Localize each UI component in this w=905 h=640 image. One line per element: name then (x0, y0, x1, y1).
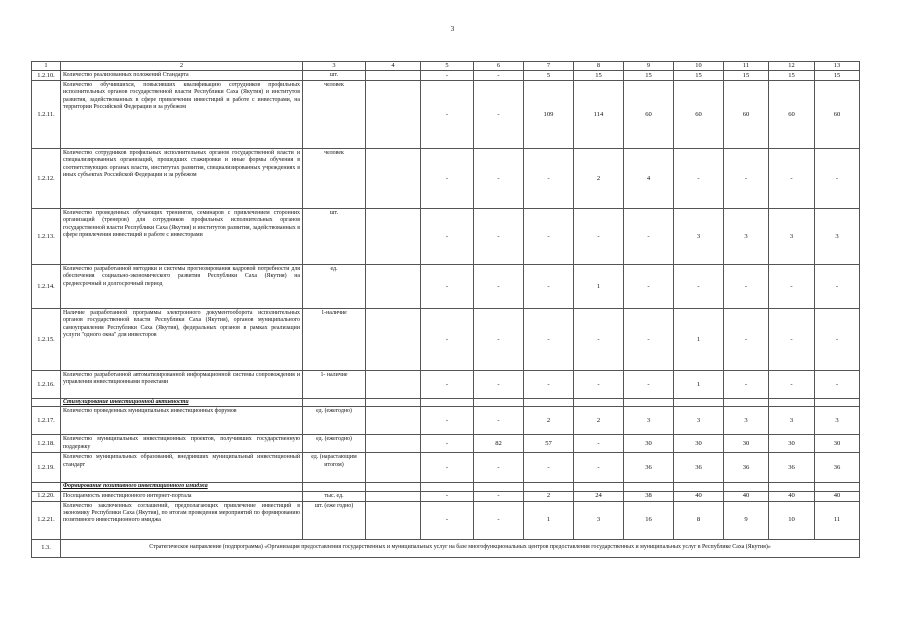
row-code: 1.2.12. (32, 149, 61, 209)
row-value: 1 (674, 309, 724, 371)
row-value: 2 (524, 491, 574, 501)
row-value: 15 (624, 71, 674, 81)
row-code: 1.2.10. (32, 71, 61, 81)
section-title: Стимулирование инвестиционной активности (61, 399, 303, 407)
table-row (32, 81, 860, 149)
row-value: 3 (815, 209, 860, 265)
row-value: - (624, 209, 674, 265)
row-code: 1.2.15. (32, 309, 61, 371)
row-unit: шт. (еже годно) (303, 501, 366, 539)
row-value: 9 (724, 501, 769, 539)
row-value: - (421, 309, 474, 371)
row-value: 1 (674, 371, 724, 399)
section-title: Формирование позитивного инвестиционного имиджа (61, 483, 303, 491)
row-value: 3 (815, 407, 860, 435)
row-unit: 1-наличие (303, 309, 366, 371)
indicators-table (31, 61, 860, 558)
row-value (366, 371, 421, 399)
row-value: 2 (524, 407, 574, 435)
row-value: 3 (624, 407, 674, 435)
row-value: - (815, 149, 860, 209)
row-value: - (769, 265, 815, 309)
header-col-13: 13 (815, 62, 860, 71)
row-description: Количество муниципальных инвестиционных проектов, получивших государственную поддержку (61, 435, 303, 453)
row-value: 3 (769, 407, 815, 435)
row-value: 5 (524, 71, 574, 81)
row-value: 10 (769, 501, 815, 539)
row-unit: 1- наличие (303, 371, 366, 399)
row-description: Количество проведенных муниципальных инвестиционных форумов (61, 407, 303, 435)
row-value: - (624, 265, 674, 309)
row-value: 30 (815, 435, 860, 453)
row-value: - (474, 149, 524, 209)
empty-cell (674, 399, 724, 407)
row-value: - (815, 265, 860, 309)
row-value (366, 491, 421, 501)
row-code: 1.2.17. (32, 407, 61, 435)
row-value: - (474, 491, 524, 501)
row-value: - (474, 265, 524, 309)
row-code: 1.2.14. (32, 265, 61, 309)
empty-cell (474, 483, 524, 491)
row-description: Количество разработанной автоматизированной информационной системы сопровождения и управления инвестиционными проектами (61, 371, 303, 399)
row-value: 8 (674, 501, 724, 539)
row-description: Количество муниципальных образований, внедривших муниципальный инвестиционный стандарт (61, 453, 303, 483)
row-value (366, 81, 421, 149)
table-row (32, 371, 860, 399)
row-description: Количество проведенных обучающих тренингов, семинаров с привлечением сторонних организаций (тренеров) для сотрудников профильных исполнительных органов государственной власти Республики Саха (Якутия) и институтов развития, задействованных в сфере привлечения инвестиций и работе с инвесторами (61, 209, 303, 265)
row-value: 30 (724, 435, 769, 453)
row-value: 15 (769, 71, 815, 81)
row-value: - (524, 309, 574, 371)
empty-cell (366, 399, 421, 407)
row-value: 40 (724, 491, 769, 501)
table-row (32, 309, 860, 371)
table-row (32, 71, 860, 81)
row-value: 15 (574, 71, 624, 81)
row-code: 1.2.11. (32, 81, 61, 149)
row-value (366, 435, 421, 453)
row-value: - (624, 309, 674, 371)
table-row (32, 435, 860, 453)
row-value: 3 (769, 209, 815, 265)
row-value (366, 407, 421, 435)
row-description: Наличие разработанной программы электронного документооборота исполнительных органов государственной власти Республики Саха (Якутия), органов муниципального самоуправления Республики Саха (Якутия), федеральных органов в рамках реализации услуги "одного окна" для инвесторов (61, 309, 303, 371)
header-col-9: 9 (624, 62, 674, 71)
row-unit: шт. (303, 71, 366, 81)
row-value: - (421, 491, 474, 501)
row-value: - (421, 149, 474, 209)
strategic-row (32, 539, 860, 557)
row-value: - (421, 71, 474, 81)
row-value: - (724, 265, 769, 309)
row-value: 36 (674, 453, 724, 483)
row-code: 1.2.20. (32, 491, 61, 501)
row-value: 36 (769, 453, 815, 483)
row-value: 16 (624, 501, 674, 539)
row-value: 36 (815, 453, 860, 483)
row-value: 1 (524, 501, 574, 539)
header-col-12: 12 (769, 62, 815, 71)
row-value (366, 453, 421, 483)
row-unit: ед. (ежегодно) (303, 407, 366, 435)
row-description: Количество заключенных соглашений, предполагающих привлечение инвестиций в экономику Республики Саха (Якутия), по итогам проведения мероприятий по формированию позитивного инвестиционного имиджа (61, 501, 303, 539)
row-value: - (421, 265, 474, 309)
row-value: 114 (574, 81, 624, 149)
row-value: 30 (769, 435, 815, 453)
row-code: 1.2.18. (32, 435, 61, 453)
row-value: - (524, 149, 574, 209)
row-value: 30 (624, 435, 674, 453)
row-unit: ед. (ежегодно) (303, 435, 366, 453)
empty-cell (366, 483, 421, 491)
header-col-1: 1 (32, 62, 61, 71)
row-value: 3 (674, 209, 724, 265)
page-number: 3 (450, 25, 455, 33)
row-value: 36 (724, 453, 769, 483)
row-value: 2 (574, 149, 624, 209)
row-unit: ед. (303, 265, 366, 309)
row-value: 60 (769, 81, 815, 149)
row-value: 3 (724, 209, 769, 265)
empty-cell (303, 483, 366, 491)
header-col-4: 4 (366, 62, 421, 71)
empty-cell (769, 483, 815, 491)
row-value: - (815, 371, 860, 399)
row-code: 1.2.16. (32, 371, 61, 399)
empty-cell (474, 399, 524, 407)
row-value: 11 (815, 501, 860, 539)
row-value: - (474, 407, 524, 435)
header-col-6: 6 (474, 62, 524, 71)
header-col-3: 3 (303, 62, 366, 71)
row-description: Количество разработанной методики и системы прогнозирования кадровой потребности для обеспечения социально-экономического развития Республики Саха (Якутия) на среднесрочный и долгосрочный период (61, 265, 303, 309)
row-value: - (421, 209, 474, 265)
empty-cell (724, 483, 769, 491)
empty-cell (574, 483, 624, 491)
row-value: - (524, 265, 574, 309)
header-col-5: 5 (421, 62, 474, 71)
row-unit: человек (303, 149, 366, 209)
row-value: - (474, 71, 524, 81)
row-value: - (574, 435, 624, 453)
row-value: 3 (574, 501, 624, 539)
row-value: 38 (624, 491, 674, 501)
table-row (32, 491, 860, 501)
row-description: Посещаемость инвестиционного интернет-портала (61, 491, 303, 501)
empty-cell (624, 399, 674, 407)
row-value: - (421, 501, 474, 539)
row-value: - (421, 435, 474, 453)
row-code: 1.2.13. (32, 209, 61, 265)
section-row (32, 483, 860, 491)
header-col-2: 2 (61, 62, 303, 71)
section-code-cell (32, 399, 61, 407)
row-value: 60 (674, 81, 724, 149)
row-value: - (724, 371, 769, 399)
row-unit: тыс. ед. (303, 491, 366, 501)
empty-cell (815, 399, 860, 407)
row-value: - (421, 453, 474, 483)
header-col-8: 8 (574, 62, 624, 71)
row-value (366, 265, 421, 309)
empty-cell (303, 399, 366, 407)
row-value: 82 (474, 435, 524, 453)
row-value (366, 71, 421, 81)
strategic-code: 1.3. (32, 539, 61, 557)
row-value (366, 501, 421, 539)
empty-cell (769, 399, 815, 407)
row-value: 3 (674, 407, 724, 435)
row-value: - (421, 371, 474, 399)
empty-cell (674, 483, 724, 491)
row-value: - (769, 371, 815, 399)
header-col-7: 7 (524, 62, 574, 71)
row-value: - (769, 309, 815, 371)
table-row (32, 265, 860, 309)
row-value: 60 (815, 81, 860, 149)
row-value: - (421, 407, 474, 435)
row-value: 30 (674, 435, 724, 453)
row-description: Количество обучившихся, повысивших квалификацию сотрудников профильных исполнительных органов государственной власти Республики Саха (Якутия) и институтов развития, задействованных в сфере привлечения инвестиций и работе с инвесторами, на территории Российской Федерации и за рубежом (61, 81, 303, 149)
row-value: 36 (624, 453, 674, 483)
empty-cell (421, 399, 474, 407)
row-value: - (724, 149, 769, 209)
row-value: - (524, 453, 574, 483)
row-value: 24 (574, 491, 624, 501)
row-value: 40 (674, 491, 724, 501)
empty-cell (624, 483, 674, 491)
row-value: 40 (769, 491, 815, 501)
row-value: - (674, 265, 724, 309)
strategic-text: Стратегическое направление (подпрограмма) «Организация предоставления государственных и муниципальных услуг на базе многофункциональных центров предоставления государственных и муниципальных услуг в Республике Саха (Якутия)» (61, 539, 860, 557)
row-value: - (474, 209, 524, 265)
row-value: - (674, 149, 724, 209)
row-value: - (474, 81, 524, 149)
row-value: - (474, 501, 524, 539)
header-col-11: 11 (724, 62, 769, 71)
table-header-row (32, 62, 860, 71)
row-value: 15 (724, 71, 769, 81)
row-value: 57 (524, 435, 574, 453)
row-value (366, 209, 421, 265)
empty-cell (724, 399, 769, 407)
empty-cell (524, 399, 574, 407)
row-value: - (474, 371, 524, 399)
row-value: - (769, 149, 815, 209)
empty-cell (815, 483, 860, 491)
row-value: - (574, 309, 624, 371)
row-description: Количество реализованных положений Стандарта (61, 71, 303, 81)
row-code: 1.2.21. (32, 501, 61, 539)
row-value: - (574, 209, 624, 265)
empty-cell (524, 483, 574, 491)
row-value: - (474, 453, 524, 483)
row-value: - (574, 453, 624, 483)
row-value: 1 (574, 265, 624, 309)
row-value (366, 309, 421, 371)
row-value: - (524, 371, 574, 399)
row-value: 60 (624, 81, 674, 149)
row-value: - (524, 209, 574, 265)
header-col-10: 10 (674, 62, 724, 71)
row-value: 40 (815, 491, 860, 501)
row-value: - (815, 309, 860, 371)
row-code: 1.2.19. (32, 453, 61, 483)
table-row (32, 453, 860, 483)
row-value: - (574, 371, 624, 399)
row-unit: шт. (303, 209, 366, 265)
row-value: - (724, 309, 769, 371)
row-value: - (421, 81, 474, 149)
section-code-cell (32, 483, 61, 491)
row-value: - (474, 309, 524, 371)
row-value: 60 (724, 81, 769, 149)
row-value: 15 (815, 71, 860, 81)
row-value (366, 149, 421, 209)
row-value: 3 (724, 407, 769, 435)
table-row (32, 407, 860, 435)
row-unit: ед. (нарастающим итогом) (303, 453, 366, 483)
row-value: 15 (674, 71, 724, 81)
empty-cell (421, 483, 474, 491)
row-value: 2 (574, 407, 624, 435)
row-value: 4 (624, 149, 674, 209)
section-row (32, 399, 860, 407)
table-row (32, 149, 860, 209)
table-row (32, 501, 860, 539)
table-row (32, 209, 860, 265)
row-unit: человек (303, 81, 366, 149)
empty-cell (574, 399, 624, 407)
row-value: - (624, 371, 674, 399)
row-value: 109 (524, 81, 574, 149)
row-description: Количество сотрудников профильных исполнительных органов государственной власти и специализированных организаций, прошедших стажировки и иные формы обучения в соответствующих органах власти, институтах развития, специализированных учреждениях в иных субъектах Российской Федерации и за рубежом (61, 149, 303, 209)
